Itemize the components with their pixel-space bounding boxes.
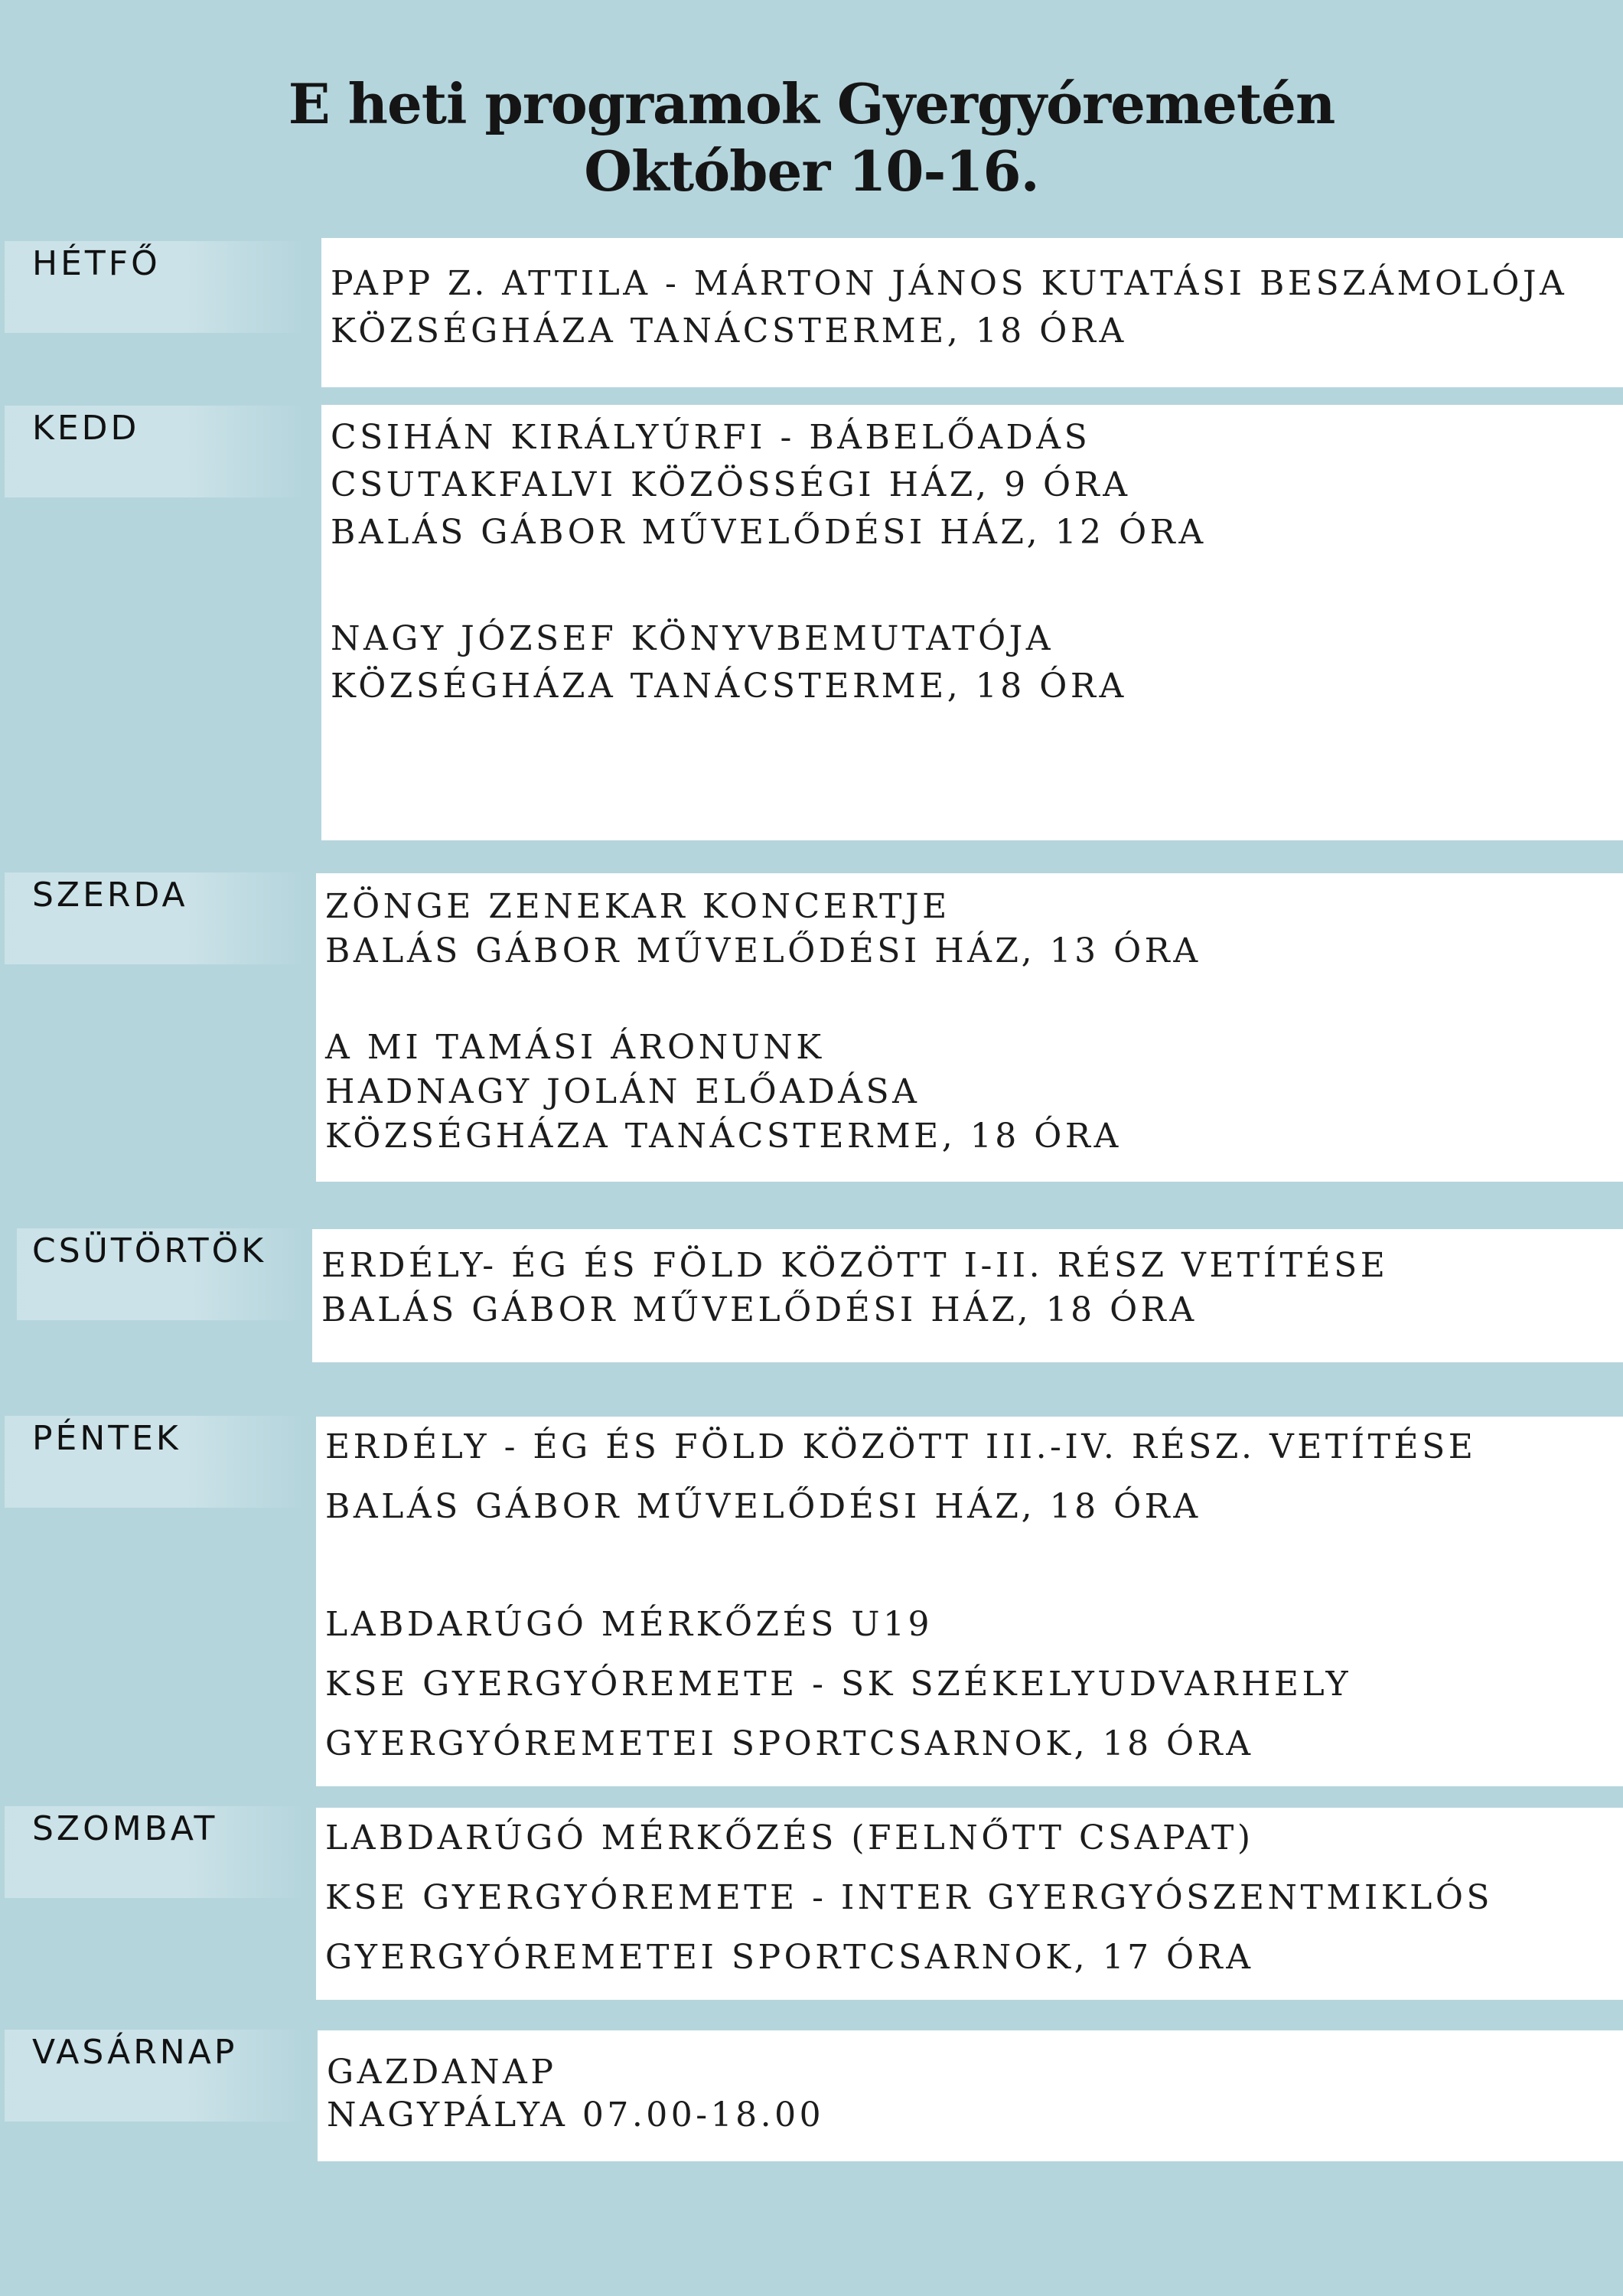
- title-line-1: E heti programok Gyergyóremetén: [288, 71, 1335, 136]
- title-line-2: Október 10-16.: [584, 139, 1039, 204]
- event-line: KSE GYERGYÓREMETE - SK SZÉKELYUDVARHELY: [325, 1665, 1352, 1704]
- event-line: NAGYPÁLYA 07.00-18.00: [327, 2095, 825, 2135]
- event-line: HADNAGY JOLÁN ELŐADÁSA: [325, 1072, 921, 1111]
- day-label-tuesday: KEDD: [5, 406, 303, 497]
- event-box-monday: [321, 238, 1623, 387]
- event-line: ERDÉLY - ÉG ÉS FÖLD KÖZÖTT III.-IV. RÉSZ. VETÍTÉSE: [325, 1427, 1477, 1466]
- event-line: ZÖNGE ZENEKAR KONCERTJE: [325, 887, 950, 926]
- event-line: BALÁS GÁBOR MŰVELŐDÉSI HÁZ, 18 ÓRA: [321, 1290, 1198, 1329]
- event-line: GYERGYÓREMETEI SPORTCSARNOK, 17 ÓRA: [325, 1938, 1254, 1977]
- event-line: BALÁS GÁBOR MŰVELŐDÉSI HÁZ, 18 ÓRA: [325, 1487, 1201, 1526]
- event-line: BALÁS GÁBOR MŰVELŐDÉSI HÁZ, 12 ÓRA: [331, 513, 1207, 552]
- day-label-thursday: CSÜTÖRTÖK: [17, 1228, 303, 1320]
- event-line: GYERGYÓREMETEI SPORTCSARNOK, 18 ÓRA: [325, 1724, 1254, 1763]
- event-line: A MI TAMÁSI ÁRONUNK: [325, 1028, 825, 1067]
- day-label-monday: HÉTFŐ: [5, 241, 303, 333]
- event-line: KSE GYERGYÓREMETE - INTER GYERGYÓSZENTMIKLÓS: [325, 1878, 1494, 1917]
- event-box-tuesday: [321, 405, 1623, 840]
- event-line: NAGY JÓZSEF KÖNYVBEMUTATÓJA: [331, 619, 1054, 658]
- event-line: KÖZSÉGHÁZA TANÁCSTERME, 18 ÓRA: [331, 311, 1127, 351]
- event-line: ERDÉLY- ÉG ÉS FÖLD KÖZÖTT I-II. RÉSZ VETÍTÉSE: [321, 1246, 1389, 1285]
- event-line: LABDARÚGÓ MÉRKŐZÉS (FELNŐTT CSAPAT): [325, 1818, 1254, 1857]
- page-title: [0, 70, 1623, 205]
- event-box-saturday: [316, 1808, 1623, 2000]
- event-line: PAPP Z. ATTILA - MÁRTON JÁNOS KUTATÁSI BESZÁMOLÓJA: [331, 264, 1568, 303]
- event-line: GAZDANAP: [327, 2053, 557, 2092]
- event-line: KÖZSÉGHÁZA TANÁCSTERME, 18 ÓRA: [325, 1117, 1122, 1156]
- event-box-sunday: [318, 2030, 1623, 2161]
- event-box-wednesday: [316, 873, 1623, 1182]
- event-box-thursday: [312, 1229, 1623, 1362]
- event-box-friday: [316, 1417, 1623, 1786]
- event-line: CSIHÁN KIRÁLYÚRFI - BÁBELŐADÁS: [331, 418, 1091, 457]
- event-line: BALÁS GÁBOR MŰVELŐDÉSI HÁZ, 13 ÓRA: [325, 931, 1201, 970]
- day-label-sunday: VASÁRNAP: [5, 2030, 303, 2122]
- day-label-saturday: SZOMBAT: [5, 1806, 303, 1898]
- day-label-wednesday: SZERDA: [5, 872, 303, 964]
- event-line: KÖZSÉGHÁZA TANÁCSTERME, 18 ÓRA: [331, 667, 1127, 706]
- event-line: LABDARÚGÓ MÉRKŐZÉS U19: [325, 1605, 933, 1644]
- day-label-friday: PÉNTEK: [5, 1416, 303, 1508]
- event-line: CSUTAKFALVI KÖZÖSSÉGI HÁZ, 9 ÓRA: [331, 465, 1131, 504]
